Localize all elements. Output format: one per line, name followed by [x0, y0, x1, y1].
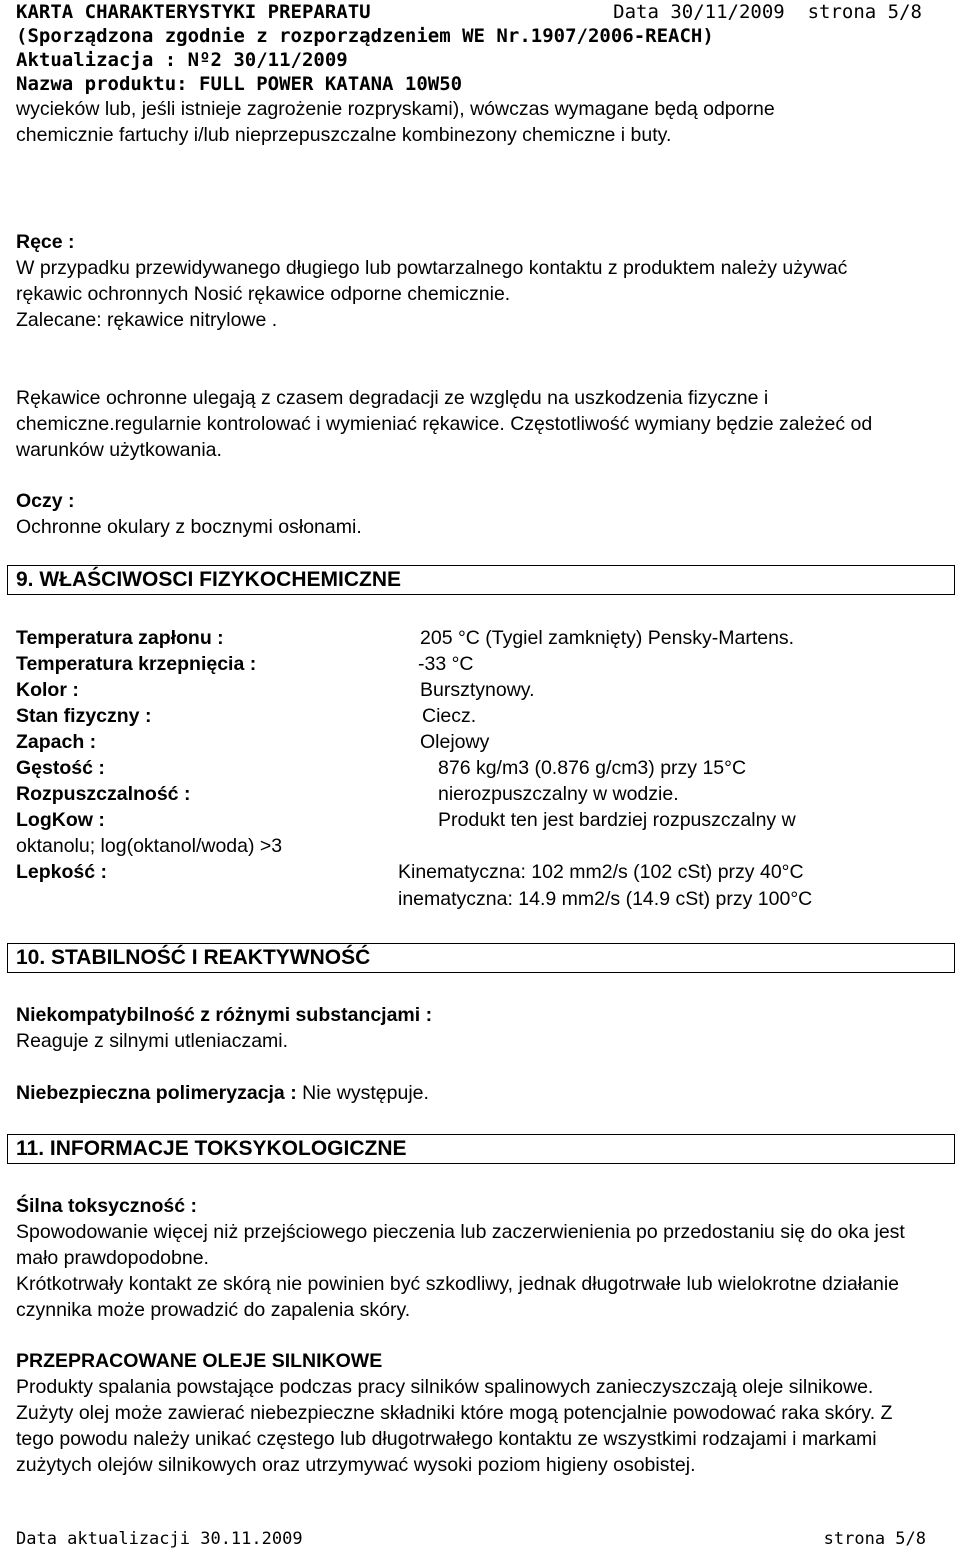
header-regulation: (Sporządzona zgodnie z rozporządzeniem WE Nr.1907/2006-REACH) — [16, 25, 714, 47]
used-oils-label: PRZEPRACOWANE OLEJE SILNIKOWE — [16, 1350, 383, 1372]
footer-page: strona 5/8 — [823, 1529, 926, 1549]
document-title: KARTA CHARAKTERYSTYKI PREPARATU — [16, 1, 371, 23]
property-value: Produkt ten jest bardziej rozpuszczalny w — [438, 809, 796, 831]
eyes-text: Ochronne okulary z bocznymi osłonami. — [16, 516, 362, 538]
property-label: Rozpuszczalność : — [16, 783, 191, 805]
viscosity-kinematic-40: Kinematyczna: 102 mm2/s (102 cSt) przy 40°C — [398, 861, 804, 883]
incompatibility-text: Reaguje z silnymi utleniaczami. — [16, 1030, 289, 1052]
used-oils-text: Produkty spalania powstające podczas pracy silników spalinowych zanieczyszczają oleje silnikowe. Zużyty olej może zawierać niebezpieczne składniki które mogą potencjalnie powodować raka skóry. Z tego powodu należy unikać częstego lub długotrwałego kontaktu ze wszystkimi rodzajami i markami zużytych olejów silnikowych oraz utrzymywać wysoki poziom higieny osobistej. — [16, 1376, 893, 1476]
polymerization-line — [16, 1080, 429, 1106]
incompatibility-label: Niekompatybilność z różnymi substancjami : — [16, 1004, 433, 1026]
polymerization-text: Nie występuje. — [302, 1082, 429, 1104]
header-date: Data 30/11/2009 — [613, 1, 785, 23]
hands-text-2: Zalecane: rękawice nitrylowe . — [16, 309, 278, 331]
intro-line-2: chemicznie fartuchy i/lub nieprzepuszczalne kombinezony chemiczne i buty. — [16, 124, 672, 146]
header-date-page — [613, 0, 922, 24]
property-value: Bursztynowy. — [420, 679, 535, 701]
header-page: strona 5/8 — [807, 1, 922, 23]
logkow-continuation: oktanolu; log(oktanol/woda) >3 — [16, 835, 283, 857]
hands-heading: Ręce : — [16, 231, 75, 253]
header-title-line — [16, 0, 944, 24]
property-label: Temperatura krzepnięcia : — [16, 653, 257, 675]
property-value: Olejowy — [420, 731, 490, 753]
property-label: Kolor : — [16, 679, 79, 701]
section-10-header — [7, 943, 955, 973]
acute-toxicity-text-2: Krótkotrwały kontakt ze skórą nie powinien być szkodliwy, jednak długotrwałe lub wielokrotne działanie czynnika może prowadzić do zapalenia skóry. — [16, 1273, 900, 1321]
hands-text-3: Rękawice ochronne ulegają z czasem degradacji ze względu na uszkodzenia fizyczne i chemiczne.regularnie kontrolować i wymieniać rękawice. Częstotliwość wymiany będzie zależeć od warunków użytkowania. — [16, 387, 873, 461]
section-11-header — [7, 1134, 955, 1164]
intro-line-1: wycieków lub, jeśli istnieje zagrożenie rozpryskami), wówczas wymagane będą odporne — [16, 98, 775, 120]
section-10-title: 10. STABILNOŚĆ I REAKTYWNOŚĆ — [16, 946, 371, 969]
property-value: 876 kg/m3 (0.876 g/cm3) przy 15°C — [438, 757, 747, 779]
eyes-heading: Oczy : — [16, 490, 75, 512]
viscosity-label: Lepkość : — [16, 861, 108, 883]
property-label: Stan fizyczny : — [16, 705, 152, 727]
property-label: LogKow : — [16, 809, 105, 831]
acute-toxicity-label: Śilna toksyczność : — [16, 1195, 197, 1217]
footer-date: Data aktualizacji 30.11.2009 — [16, 1529, 303, 1549]
hands-text-1: W przypadku przewidywanego długiego lub powtarzalnego kontaktu z produktem należy używać rękawic ochronnych Nosić rękawice odporne chemicznie. — [16, 257, 848, 305]
header-update: Aktualizacja : Nº2 30/11/2009 — [16, 49, 348, 71]
acute-toxicity-text-1: Spowodowanie więcej niż przejściowego pieczenia lub zaczerwienienia po przedostaniu się do oka jest mało prawdopodobne. — [16, 1221, 905, 1269]
property-label: Zapach : — [16, 731, 97, 753]
polymerization-label: Niebezpieczna polimeryzacja : — [16, 1082, 297, 1104]
property-value: Ciecz. — [422, 705, 477, 727]
property-value: 205 °C (Tygiel zamknięty) Pensky-Martens. — [420, 627, 795, 649]
property-label: Gęstość : — [16, 757, 105, 779]
section-9-title: 9. WŁAŚCIWOSCI FIZYKOCHEMICZNE — [16, 568, 401, 591]
property-value: -33 °C — [418, 653, 474, 675]
section-9-header — [7, 565, 955, 595]
property-value: nierozpuszczalny w wodzie. — [438, 783, 679, 805]
header-product: Nazwa produktu: FULL POWER KATANA 10W50 — [16, 73, 463, 95]
section-11-title: 11. INFORMACJE TOKSYKOLOGICZNE — [16, 1137, 407, 1160]
viscosity-kinematic-100: inematyczna: 14.9 mm2/s (14.9 cSt) przy 100°C — [398, 888, 813, 910]
property-label: Temperatura zapłonu : — [16, 627, 224, 649]
